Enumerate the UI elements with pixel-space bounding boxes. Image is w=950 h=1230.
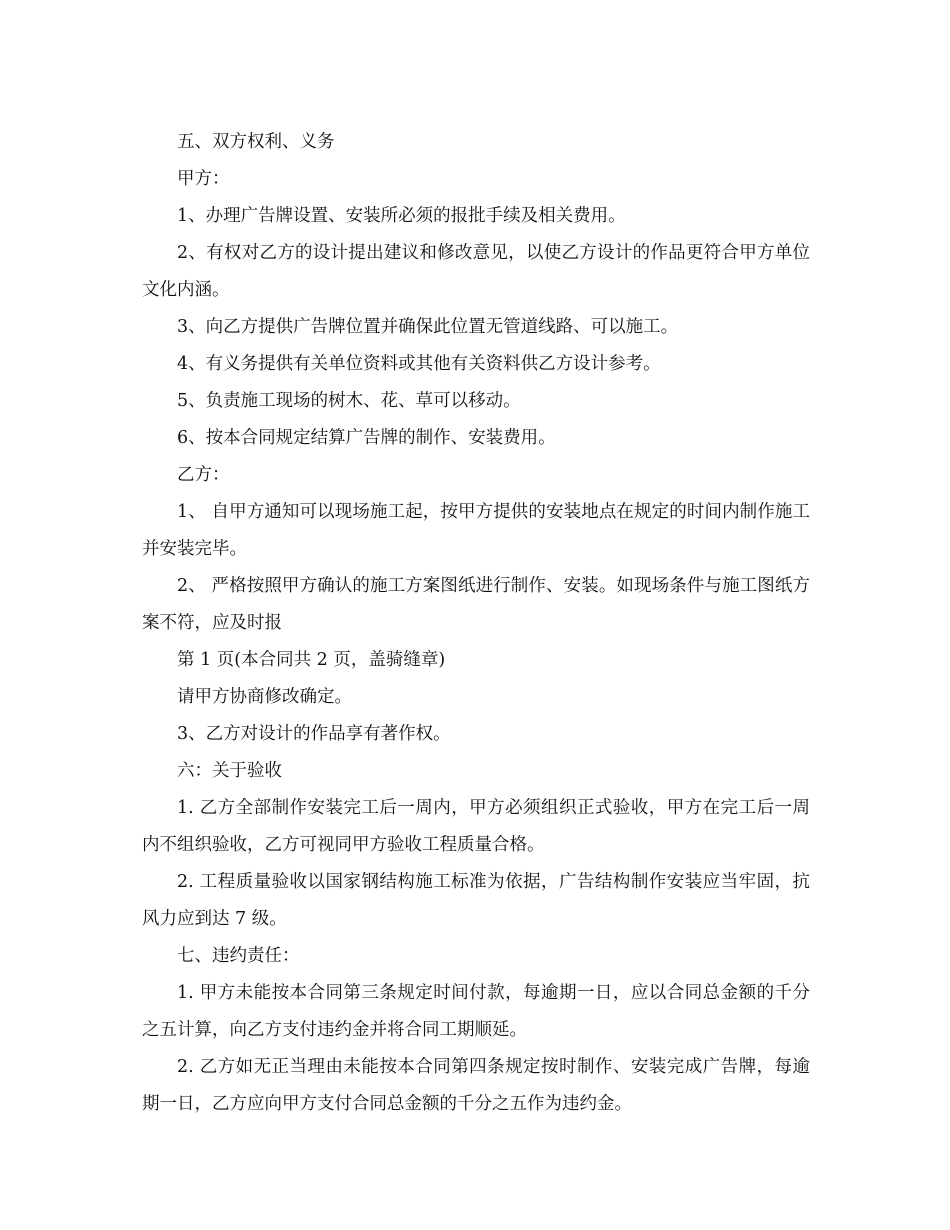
party-b-item-2: 2、 严格按照甲方确认的施工方案图纸进行制作、安装。如现场条件与施工图纸方案不符，应及时报 xyxy=(142,576,810,633)
section-heading-liability: 七、违约责任： xyxy=(177,946,300,966)
page-footer-note: 第 1 页(本合同共 2 页，盖骑缝章) xyxy=(177,650,446,670)
party-a-item-4: 4、有义务提供有关单位资料或其他有关资料供乙方设计参考。 xyxy=(177,354,661,374)
party-a-item-2: 2、有权对乙方的设计提出建议和修改意见，以使乙方设计的作品更符合甲方单位文化内涵。 xyxy=(142,243,810,300)
party-b-heading: 乙方： xyxy=(177,465,230,485)
party-a-item-3: 3、向乙方提供广告牌位置并确保此位置无管道线路、可以施工。 xyxy=(177,317,679,337)
party-a-heading: 甲方： xyxy=(177,169,230,189)
section-heading-rights: 五、双方权利、义务 xyxy=(177,132,335,152)
liability-item-1: 1. 甲方未能按本合同第三条规定时间付款，每逾期一日，应以合同总金额的千分之五计算，向乙方支付违约金并将合同工期顺延。 xyxy=(142,983,810,1040)
section-heading-acceptance: 六：关于验收 xyxy=(177,761,282,781)
party-b-item-3: 3、乙方对设计的作品享有著作权。 xyxy=(177,724,451,744)
party-b-item-2-continued: 请甲方协商修改确定。 xyxy=(177,687,352,707)
document-body xyxy=(142,124,810,1123)
party-a-item-6: 6、按本合同规定结算广告牌的制作、安装费用。 xyxy=(177,428,556,448)
liability-item-2: 2. 乙方如无正当理由未能按本合同第四条规定按时制作、安装完成广告牌，每逾期一日，乙方应向甲方支付合同总金额的千分之五作为违约金。 xyxy=(142,1057,810,1114)
acceptance-item-2: 2. 工程质量验收以国家钢结构施工标准为依据，广告结构制作安装应当牢固，抗风力应到达 7 级。 xyxy=(142,872,810,929)
party-b-item-1: 1、 自甲方通知可以现场施工起，按甲方提供的安装地点在规定的时间内制作施工并安装完毕。 xyxy=(142,502,810,559)
acceptance-item-1: 1. 乙方全部制作安装完工后一周内，甲方必须组织正式验收，甲方在完工后一周内不组织验收，乙方可视同甲方验收工程质量合格。 xyxy=(142,798,810,855)
party-a-item-1: 1、办理广告牌设置、安装所必须的报批手续及相关费用。 xyxy=(177,206,626,226)
party-a-item-5: 5、负责施工现场的树木、花、草可以移动。 xyxy=(177,391,521,411)
